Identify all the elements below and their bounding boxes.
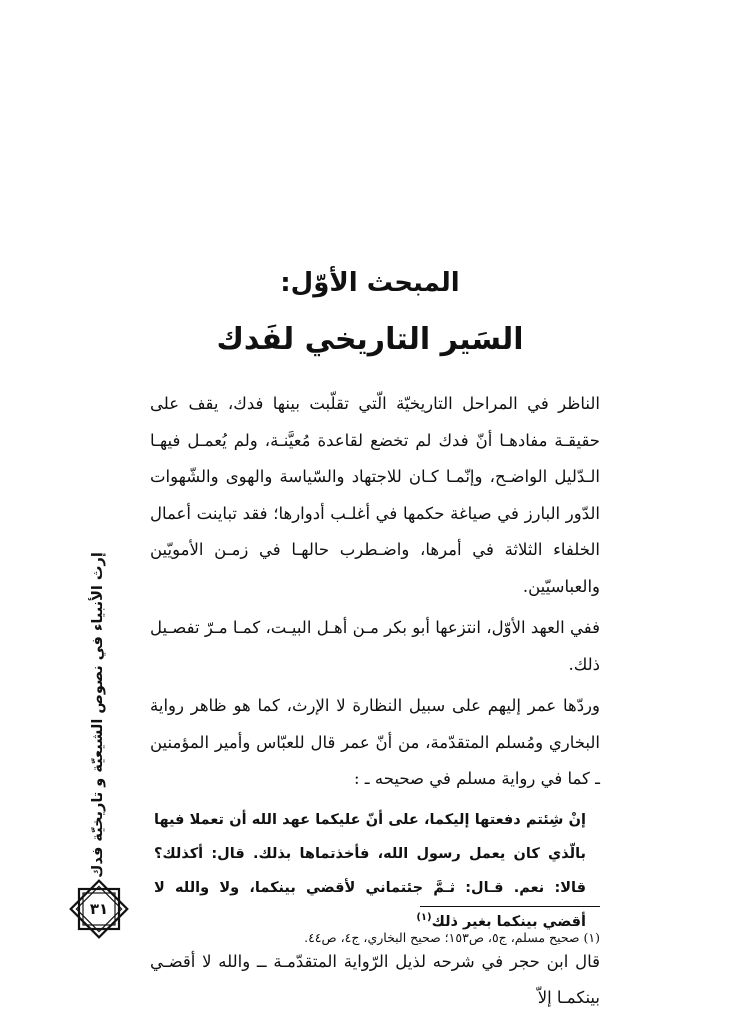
paragraph-1: الناظر في المراحل التاريخيّة الّتي تقلّبت بينها فدك، يقف على حقيقـة مفادهـا أنّ فدك لم تخضع لقاعدة مُعيَّنـة، ولم يُعمـل فيهـا الـدّليل الواضـح، وإنّمـا كـان للاجتهاد والسّياسة والهوى والشّهوات الدّور البارز في صياغة حكمها في أغلـب أدوارها؛ فقد تباينت أعمال الخلفاء الثلاثة في أمرها، واضـطرب حالهـا في زمـن الأمويّين والعباسيّين. bbox=[150, 394, 600, 596]
running-head-text: إرث الأنبياء في نصوص الشيعيّة و تاريخيّة فدك bbox=[90, 552, 106, 878]
section-heading: المبحث الأوّل: bbox=[280, 268, 460, 298]
footnote: (١) صحيح مسلم، ج٥، ص١٥٣؛ صحيح البخاري، ج٤، ص٤٤. bbox=[304, 930, 600, 945]
running-head bbox=[78, 552, 118, 878]
footnote-reference: (١) bbox=[416, 911, 432, 923]
paragraph-2: ففي العهد الأوّل، انتزعها أبو بكر مـن أهـل البيـت، كمـا مـرّ تفصـيل ذلك. bbox=[150, 618, 600, 674]
paragraph-continuation: قال ابن حجر في شرحه لذيل الرّواية المتقدّمـة ــ والله لا أقضـي بينكمـا إلاّ bbox=[150, 951, 600, 1007]
page-number-badge bbox=[67, 877, 131, 941]
footnote-divider bbox=[420, 906, 600, 907]
body-text bbox=[150, 386, 600, 1017]
quote-text: إنْ شِئتم دفعتها إليكما، على أنّ عليكما عهد الله أن تعملا فيها بالّذي كان يعمل رسول الله، فأخذتماها بذلك. قال: أكذلك؟ قالا: نعم. قـال: ثـمَّ جئتماني لأقضي بينكما، ولا والله لا أقضي بينكما بغير ذلك bbox=[154, 811, 586, 930]
section-subheading: السَير التاريخي لفَدك bbox=[216, 322, 524, 357]
page-number: ٣١ bbox=[89, 900, 109, 918]
paragraph-3: وردّها عمر إليهم على سبيل النظارة لا الإرث، كما هو ظاهر رواية البخاري ومُسلم المتقدّمة، من أنّ عمر قال للعبّاس وأمير المؤمنين ـ كما في رواية مسلم في صحيحه ـ : bbox=[150, 696, 600, 788]
hadith-quote bbox=[150, 803, 600, 939]
